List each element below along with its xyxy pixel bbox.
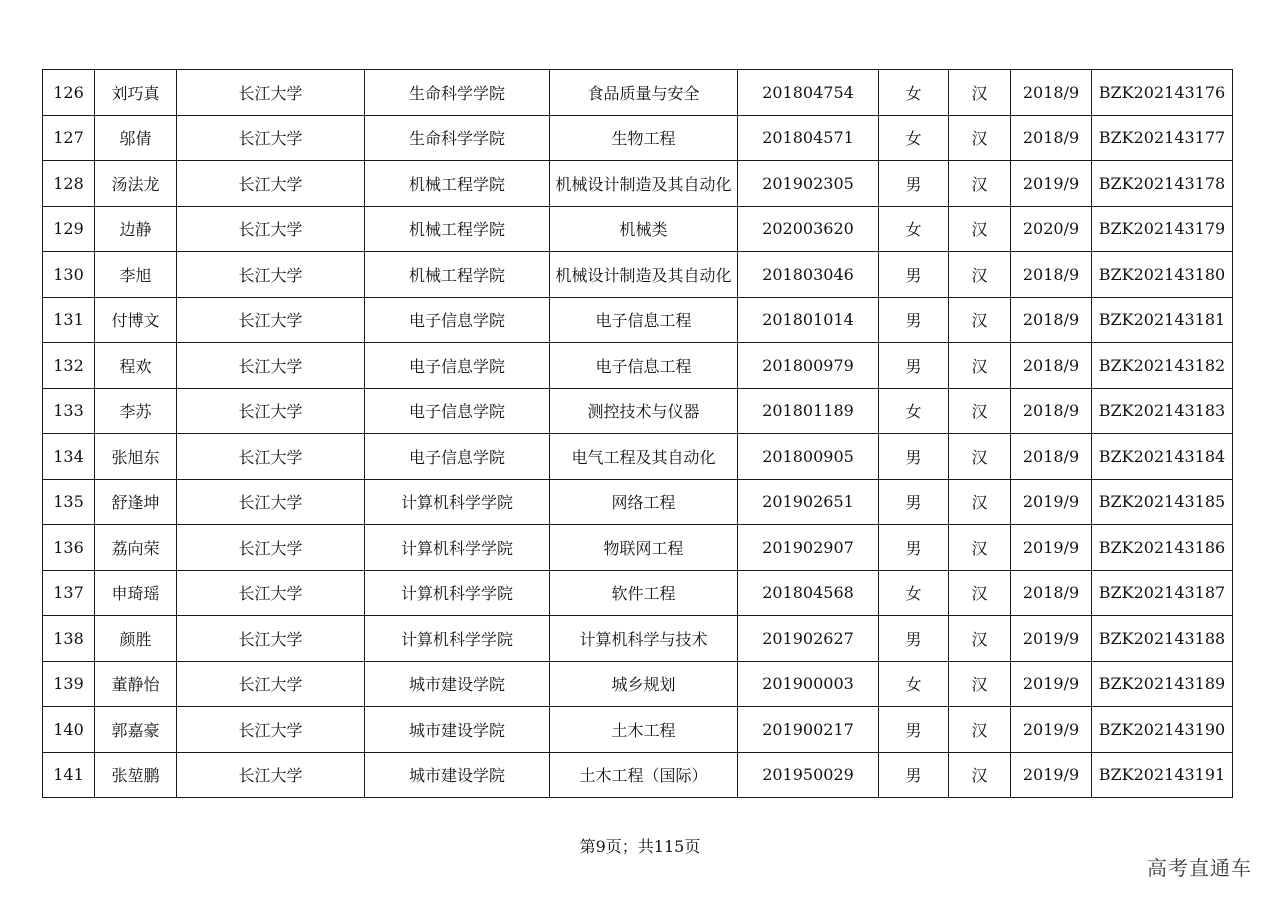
ethnicity-cell: 汉	[949, 752, 1011, 798]
major-cell: 机械类	[550, 206, 738, 252]
major-cell: 机械设计制造及其自动化	[550, 252, 738, 298]
certificate-number-cell: BZK202143176	[1092, 70, 1233, 116]
enrollment-date-cell: 2019/9	[1011, 661, 1092, 707]
row-number-cell: 135	[43, 479, 95, 525]
row-number-cell: 128	[43, 161, 95, 207]
table-row	[43, 70, 1233, 116]
student-roster-table	[42, 69, 1233, 798]
ethnicity-cell: 汉	[949, 707, 1011, 753]
enrollment-date-cell: 2019/9	[1011, 479, 1092, 525]
enrollment-date-cell: 2020/9	[1011, 206, 1092, 252]
student-id-cell: 201804571	[738, 115, 879, 161]
table-row	[43, 115, 1233, 161]
gender-cell: 女	[879, 206, 949, 252]
student-id-cell: 201801189	[738, 388, 879, 434]
student-id-cell: 201902627	[738, 616, 879, 662]
certificate-number-cell: BZK202143181	[1092, 297, 1233, 343]
major-cell: 测控技术与仪器	[550, 388, 738, 434]
certificate-number-cell: BZK202143184	[1092, 434, 1233, 480]
table-row	[43, 752, 1233, 798]
student-name-cell: 舒逢坤	[95, 479, 177, 525]
enrollment-date-cell: 2018/9	[1011, 388, 1092, 434]
enrollment-date-cell: 2019/9	[1011, 525, 1092, 571]
certificate-number-cell: BZK202143180	[1092, 252, 1233, 298]
gender-cell: 男	[879, 252, 949, 298]
row-number-cell: 130	[43, 252, 95, 298]
major-cell: 软件工程	[550, 570, 738, 616]
certificate-number-cell: BZK202143179	[1092, 206, 1233, 252]
college-cell: 电子信息学院	[365, 434, 550, 480]
college-cell: 机械工程学院	[365, 252, 550, 298]
gender-cell: 男	[879, 161, 949, 207]
ethnicity-cell: 汉	[949, 616, 1011, 662]
certificate-number-cell: BZK202143177	[1092, 115, 1233, 161]
major-cell: 计算机科学与技术	[550, 616, 738, 662]
row-number-cell: 126	[43, 70, 95, 116]
enrollment-date-cell: 2018/9	[1011, 252, 1092, 298]
gender-cell: 女	[879, 70, 949, 116]
row-number-cell: 139	[43, 661, 95, 707]
major-cell: 食品质量与安全	[550, 70, 738, 116]
college-cell: 城市建设学院	[365, 707, 550, 753]
school-cell: 长江大学	[177, 161, 365, 207]
table-row	[43, 616, 1233, 662]
row-number-cell: 133	[43, 388, 95, 434]
student-name-cell: 董静怡	[95, 661, 177, 707]
ethnicity-cell: 汉	[949, 525, 1011, 571]
college-cell: 计算机科学学院	[365, 525, 550, 571]
school-cell: 长江大学	[177, 616, 365, 662]
major-cell: 生物工程	[550, 115, 738, 161]
enrollment-date-cell: 2019/9	[1011, 616, 1092, 662]
ethnicity-cell: 汉	[949, 70, 1011, 116]
table-row	[43, 297, 1233, 343]
school-cell: 长江大学	[177, 479, 365, 525]
college-cell: 机械工程学院	[365, 206, 550, 252]
major-cell: 电子信息工程	[550, 297, 738, 343]
gender-cell: 男	[879, 707, 949, 753]
table-row	[43, 343, 1233, 389]
ethnicity-cell: 汉	[949, 661, 1011, 707]
college-cell: 计算机科学学院	[365, 616, 550, 662]
table-row	[43, 434, 1233, 480]
certificate-number-cell: BZK202143185	[1092, 479, 1233, 525]
row-number-cell: 137	[43, 570, 95, 616]
table-row	[43, 570, 1233, 616]
student-id-cell: 201804568	[738, 570, 879, 616]
major-cell: 电气工程及其自动化	[550, 434, 738, 480]
school-cell: 长江大学	[177, 707, 365, 753]
student-id-cell: 201902651	[738, 479, 879, 525]
enrollment-date-cell: 2018/9	[1011, 115, 1092, 161]
school-cell: 长江大学	[177, 661, 365, 707]
page-number: 第9页；共115页	[579, 837, 701, 856]
enrollment-date-cell: 2018/9	[1011, 70, 1092, 116]
school-cell: 长江大学	[177, 206, 365, 252]
gender-cell: 男	[879, 434, 949, 480]
table-row	[43, 525, 1233, 571]
student-name-cell: 刘巧真	[95, 70, 177, 116]
gender-cell: 男	[879, 616, 949, 662]
gender-cell: 女	[879, 570, 949, 616]
gender-cell: 女	[879, 661, 949, 707]
row-number-cell: 132	[43, 343, 95, 389]
certificate-number-cell: BZK202143178	[1092, 161, 1233, 207]
student-id-cell: 201804754	[738, 70, 879, 116]
college-cell: 生命科学学院	[365, 115, 550, 161]
gender-cell: 女	[879, 388, 949, 434]
student-name-cell: 李苏	[95, 388, 177, 434]
certificate-number-cell: BZK202143182	[1092, 343, 1233, 389]
school-cell: 长江大学	[177, 388, 365, 434]
ethnicity-cell: 汉	[949, 388, 1011, 434]
enrollment-date-cell: 2019/9	[1011, 752, 1092, 798]
table-row	[43, 161, 1233, 207]
roster-body	[43, 70, 1233, 798]
certificate-number-cell: BZK202143183	[1092, 388, 1233, 434]
major-cell: 物联网工程	[550, 525, 738, 571]
college-cell: 机械工程学院	[365, 161, 550, 207]
table-row	[43, 479, 1233, 525]
row-number-cell: 138	[43, 616, 95, 662]
student-id-cell: 202003620	[738, 206, 879, 252]
student-id-cell: 201800905	[738, 434, 879, 480]
ethnicity-cell: 汉	[949, 115, 1011, 161]
school-cell: 长江大学	[177, 434, 365, 480]
certificate-number-cell: BZK202143186	[1092, 525, 1233, 571]
enrollment-date-cell: 2019/9	[1011, 161, 1092, 207]
table-row	[43, 252, 1233, 298]
ethnicity-cell: 汉	[949, 206, 1011, 252]
major-cell: 网络工程	[550, 479, 738, 525]
certificate-number-cell: BZK202143188	[1092, 616, 1233, 662]
major-cell: 土木工程	[550, 707, 738, 753]
student-name-cell: 荔向荣	[95, 525, 177, 571]
gender-cell: 男	[879, 297, 949, 343]
major-cell: 机械设计制造及其自动化	[550, 161, 738, 207]
enrollment-date-cell: 2018/9	[1011, 570, 1092, 616]
row-number-cell: 134	[43, 434, 95, 480]
student-name-cell: 汤法龙	[95, 161, 177, 207]
school-cell: 长江大学	[177, 70, 365, 116]
major-cell: 电子信息工程	[550, 343, 738, 389]
certificate-number-cell: BZK202143191	[1092, 752, 1233, 798]
gender-cell: 男	[879, 343, 949, 389]
school-cell: 长江大学	[177, 252, 365, 298]
certificate-number-cell: BZK202143187	[1092, 570, 1233, 616]
student-name-cell: 李旭	[95, 252, 177, 298]
school-cell: 长江大学	[177, 570, 365, 616]
student-name-cell: 张堃鹏	[95, 752, 177, 798]
ethnicity-cell: 汉	[949, 252, 1011, 298]
gender-cell: 男	[879, 479, 949, 525]
certificate-number-cell: BZK202143189	[1092, 661, 1233, 707]
college-cell: 电子信息学院	[365, 388, 550, 434]
college-cell: 电子信息学院	[365, 297, 550, 343]
college-cell: 电子信息学院	[365, 343, 550, 389]
row-number-cell: 131	[43, 297, 95, 343]
gender-cell: 男	[879, 752, 949, 798]
gender-cell: 男	[879, 525, 949, 571]
enrollment-date-cell: 2019/9	[1011, 707, 1092, 753]
school-cell: 长江大学	[177, 525, 365, 571]
ethnicity-cell: 汉	[949, 570, 1011, 616]
table-row	[43, 661, 1233, 707]
table-row	[43, 707, 1233, 753]
row-number-cell: 140	[43, 707, 95, 753]
college-cell: 计算机科学学院	[365, 570, 550, 616]
student-name-cell: 张旭东	[95, 434, 177, 480]
row-number-cell: 129	[43, 206, 95, 252]
watermark-logo-text: 高考直通车	[1147, 856, 1252, 880]
major-cell: 土木工程（国际）	[550, 752, 738, 798]
student-name-cell: 边静	[95, 206, 177, 252]
gender-cell: 女	[879, 115, 949, 161]
college-cell: 城市建设学院	[365, 752, 550, 798]
student-id-cell: 201902305	[738, 161, 879, 207]
table-row	[43, 206, 1233, 252]
student-id-cell: 201801014	[738, 297, 879, 343]
college-cell: 计算机科学学院	[365, 479, 550, 525]
enrollment-date-cell: 2018/9	[1011, 343, 1092, 389]
student-name-cell: 邬倩	[95, 115, 177, 161]
enrollment-date-cell: 2018/9	[1011, 297, 1092, 343]
student-id-cell: 201900003	[738, 661, 879, 707]
row-number-cell: 136	[43, 525, 95, 571]
student-name-cell: 郭嘉豪	[95, 707, 177, 753]
ethnicity-cell: 汉	[949, 434, 1011, 480]
ethnicity-cell: 汉	[949, 479, 1011, 525]
student-name-cell: 颜胜	[95, 616, 177, 662]
school-cell: 长江大学	[177, 752, 365, 798]
certificate-number-cell: BZK202143190	[1092, 707, 1233, 753]
ethnicity-cell: 汉	[949, 297, 1011, 343]
enrollment-date-cell: 2018/9	[1011, 434, 1092, 480]
major-cell: 城乡规划	[550, 661, 738, 707]
student-id-cell: 201902907	[738, 525, 879, 571]
student-id-cell: 201800979	[738, 343, 879, 389]
college-cell: 城市建设学院	[365, 661, 550, 707]
student-id-cell: 201950029	[738, 752, 879, 798]
ethnicity-cell: 汉	[949, 161, 1011, 207]
row-number-cell: 127	[43, 115, 95, 161]
student-name-cell: 付博文	[95, 297, 177, 343]
school-cell: 长江大学	[177, 115, 365, 161]
table-row	[43, 388, 1233, 434]
ethnicity-cell: 汉	[949, 343, 1011, 389]
student-name-cell: 程欢	[95, 343, 177, 389]
row-number-cell: 141	[43, 752, 95, 798]
college-cell: 生命科学学院	[365, 70, 550, 116]
student-id-cell: 201803046	[738, 252, 879, 298]
student-id-cell: 201900217	[738, 707, 879, 753]
student-name-cell: 申琦瑶	[95, 570, 177, 616]
school-cell: 长江大学	[177, 297, 365, 343]
school-cell: 长江大学	[177, 343, 365, 389]
